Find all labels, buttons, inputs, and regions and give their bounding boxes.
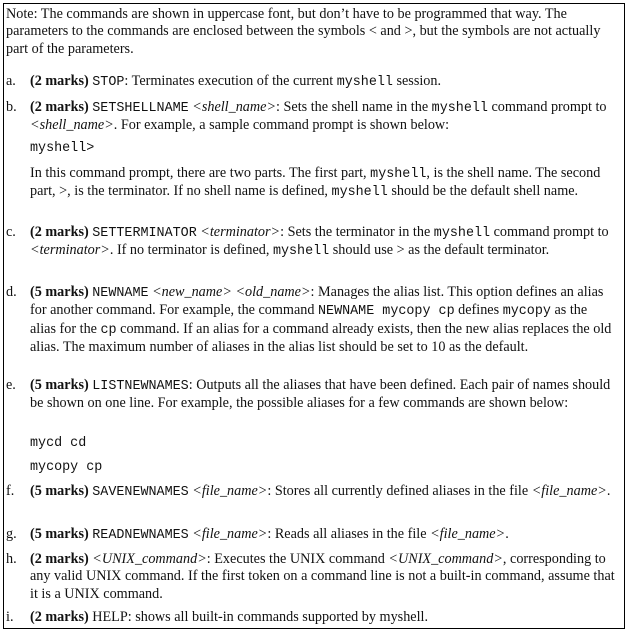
item-c: c. (2 marks) SETTERMINATOR <terminator>: Sets the terminator in the myshell command prompt to <terminator>. If no terminator is defined, myshell should use > as the default terminator. [6, 224, 609, 260]
item-b-paragraph: In this command prompt, there are two parts. The first part, myshell, is the shell name. The second part, >, is the terminator. If no shell name is defined, myshell should be the default shell name. [30, 165, 601, 201]
code-example: mycopy cp [30, 460, 103, 475]
item-label: a. [6, 73, 16, 89]
item-a: a. (2 marks) STOP: Terminates execution of the current myshell session. [6, 73, 442, 90]
item-h: h. (2 marks) <UNIX_command>: Executes the UNIX command <UNIX_command>, corresponding to any valid UNIX command. If the first token on a command line is not a built-in command, assume that it is a UNIX command. [6, 551, 615, 602]
code-example: mycd cd [30, 436, 87, 451]
item-label: d. [6, 284, 17, 300]
note-paragraph: Note: The commands are shown in uppercase font, but don’t have to be programmed that way. The parameters to the commands are enclosed between the symbols < and >, but the symbols are not actually part of the parameters. [6, 6, 601, 57]
item-label: f. [6, 483, 15, 499]
item-b: b. (2 marks) SETSHELLNAME <shell_name>: Sets the shell name in the myshell command prompt to <shell_name>. For example, a sample command prompt is shown below: [6, 99, 607, 134]
item-label: e. [6, 377, 16, 393]
code-example: myshell> [30, 141, 95, 156]
item-g: g. (5 marks) READNEWNAMES <file_name>: Reads all aliases in the file <file_name>. [6, 526, 509, 543]
item-e: e. (5 marks) LISTNEWNAMES: Outputs all the aliases that have been defined. Each pair of names should be shown on one line. For example, the possible aliases for a few commands are shown below: [6, 377, 611, 412]
item-d: d. (5 marks) NEWNAME <new_name> <old_name>: Manages the alias list. This option defines an alias for another command. For example, the command NEWNAME mycopy cp defines mycopy as the alias for the cp command. If an alias for a command already exists, then the new alias replaces the old alias. The maximum number of aliases in the alias list should be set to 10 as the default. [6, 284, 612, 356]
item-label: i. [6, 609, 14, 625]
item-label: b. [6, 99, 17, 115]
item-f: f. (5 marks) SAVENEWNAMES <file_name>: Stores all currently defined aliases in the file <file_name>. [6, 483, 611, 500]
item-label: h. [6, 551, 17, 567]
item-label: g. [6, 526, 17, 542]
item-label: c. [6, 224, 16, 240]
item-i: i. (2 marks) HELP: shows all built-in commands supported by myshell. [6, 609, 429, 625]
